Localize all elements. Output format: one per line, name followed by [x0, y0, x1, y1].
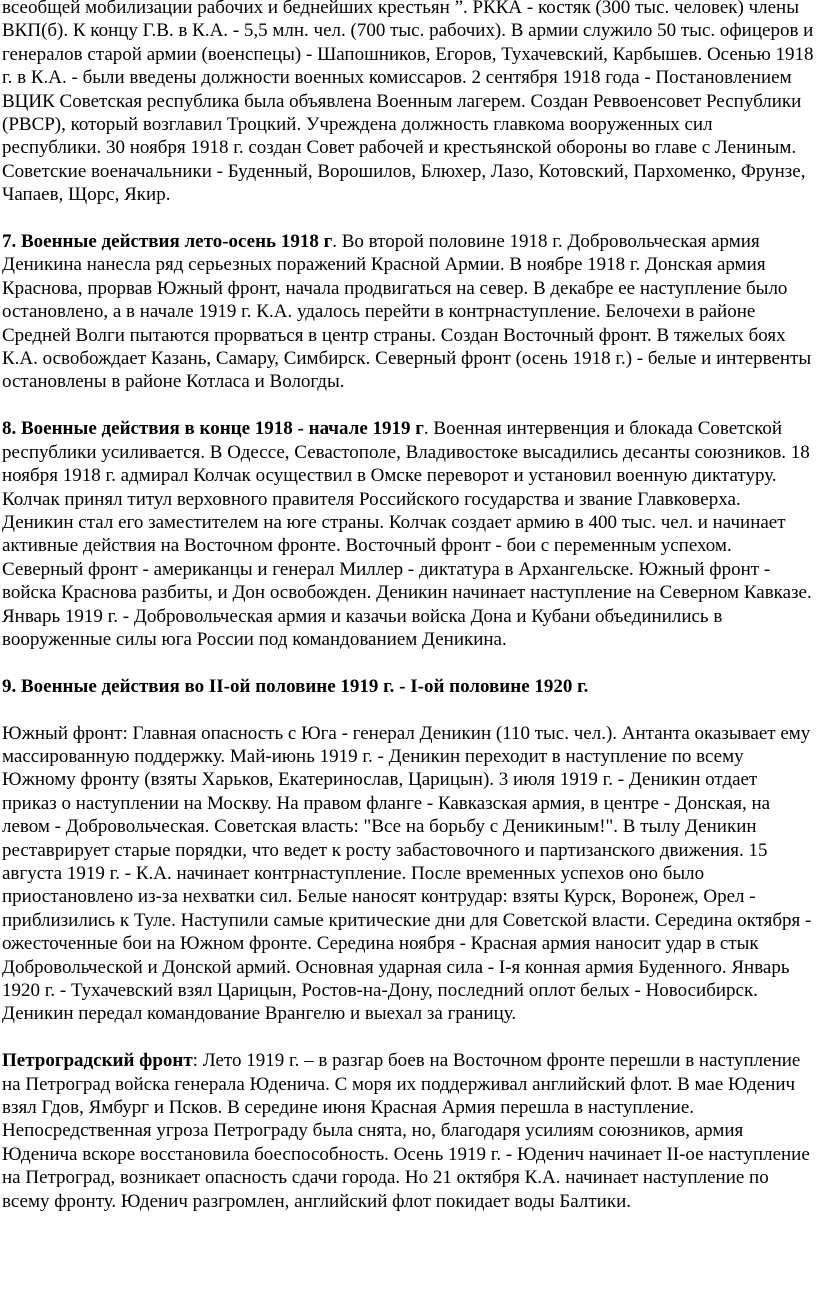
- section-8: [2, 417, 814, 651]
- section-8-heading: 8. Военные действия в конце 1918 - начале 1919 г: [2, 418, 424, 440]
- section-7-heading: 7. Военные действия лето-осень 1918 г: [2, 231, 333, 253]
- section-8-text: . Военная интервенция и блокада Советской республики усиливается. В Одессе, Севастополе, Владивостоке высадились десанты союзников. 18 ноября 1918 г. адмирал Колчак осуществил в Омске переворот и установил военную диктатуру. Колчак принял титул верховного правителя Российского государства и звание Главковерха. Деникин стал его заместителем на юге страны. Колчак создает армию в 400 тыс. чел. и начинает активные действия на Восточном фронте. Восточный фронт - бои с переменным успехом. Северный фронт - американцы и генерал Миллер - диктатура в Архангельске. Южный фронт - войска Краснова разбиты, и Дон освобожден. Деникин начинает наступление на Северном Кавказе. Январь 1919 г. - Добровольческая армия и казачьи войска Дона и Кубани объединились в вооруженные силы юга России под командованием Деникина.: [2, 418, 812, 650]
- petrograd-text: : Лето 1919 г. – в разгар боев на Восточном фронте перешли в наступление на Петроград войска генерала Юденича. С моря их поддерживал английский флот. В мае Юденич взял Гдов, Ямбург и Псков. В середине июня Красная Армия перешла в наступление. Непосредственная угроза Петрограду была снята, но, благодаря усилиям союзников, армия Юденича вскоре восстановила боеспособность. Осень 1919 г. - Юденич начинает II-ое наступление на Петроград, возникает опасность сдачи города. Но 21 октября К.А. начинает наступление по всему фронту. Юденич разгромлен, английский флот покидает воды Балтики.: [2, 1050, 810, 1212]
- petrograd-heading: Петроградский фронт: [2, 1050, 193, 1072]
- section-petrograd: [2, 1049, 814, 1213]
- section-9: [2, 675, 814, 698]
- section-7-text: . Во второй половине 1918 г. Добровольческая армия Деникина нанесла ряд серьезных поражений Красной Армии. В ноябре 1918 г. Донская армия Краснова, прорвав Южный фронт, начала продвигаться на север. В декабре ее наступление было остановлено, а в начале 1919 г. К.А. удалось перейти в контрнаступление. Белочехи в районе Средней Волги пытаются прорваться в центр страны. Создан Восточный фронт. В тяжелых боях К.А. освобождает Казань, Самару, Симбирск. Северный фронт (осень 1918 г.) - белые и интервенты остановлены в районе Котласа и Вологды.: [2, 231, 812, 393]
- paragraph-intro: всеобщей мобилизации рабочих и беднейших крестьян ”. РККА - костяк (300 тыс. человек) члены ВКП(б). К концу Г.В. в К.А. - 5,5 млн. чел. (700 тыс. рабочих). В армии служило 50 тыс. офицеров и генералов старой армии (военспецы) - Шапошников, Егоров, Тухачевский, Карбышев. Осенью 1918 г. в К.А. - были введены должности военных комиссаров. 2 сентября 1918 года - Постановлением ВЦИК Советская республика была объявлена Военным лагерем. Создан Реввоенсовет Республики (РВСР), который возглавил Троцкий. Учреждена должность главкома вооруженных сил республики. 30 ноября 1918 г. создан Совет рабочей и крестьянской обороны во главе с Лениным. Советские военачальники - Буденный, Ворошилов, Блюхер, Лазо, Котовский, Пархоменко, Фрунзе, Чапаев, Щорс, Якир.: [2, 0, 814, 206]
- section-7: [2, 230, 814, 394]
- section-9-heading: 9. Военные действия во II-ой половине 1919 г. - I-ой половине 1920 г.: [2, 675, 589, 697]
- section-9-text: Южный фронт: Главная опасность с Юга - генерал Деникин (110 тыс. чел.). Антанта оказывает ему массированную поддержку. Май-июнь 1919 г. - Деникин переходит в наступление по всему Южному фронту (взяты Харьков, Екатеринослав, Царицын). 3 июля 1919 г. - Деникин отдает приказ о наступлении на Москву. На правом фланге - Кавказская армия, в центре - Донская, на левом - Добровольческая. Советская власть: "Все на борьбу с Деникиным!". В тылу Деникин реставрирует старые порядки, что ведет к росту забастовочного и партизанского движения. 15 августа 1919 г. - К.А. начинает контрнаступление. После временных успехов оно было приостановлено из-за нехватки сил. Белые наносят контрудар: взяты Курск, Воронеж, Орел - приблизились к Туле. Наступили самые критические дни для Советской власти. Середина октября - ожесточенные бои на Южном фронте. Середина ноября - Красная армия наносит удар в стык Добровольческой и Донской армий. Основная ударная сила - I-я конная армия Буденного. Январь 1920 г. - Тухачевский взял Царицын, Ростов-на-Дону, последний оплот белых - Новосибирск. Деникин передал командование Врангелю и выехал за границу.: [2, 722, 812, 1025]
